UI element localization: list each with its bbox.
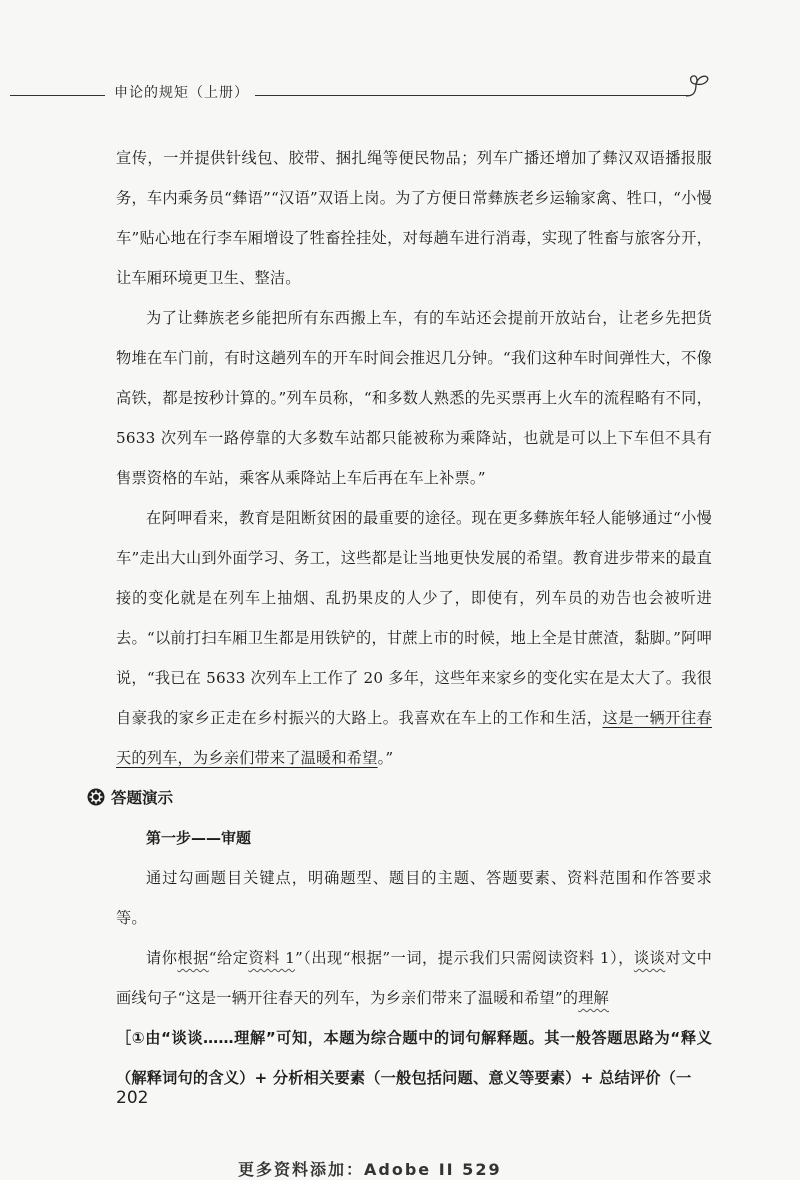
keyword-lijie: 理解 xyxy=(578,989,609,1007)
paragraph-3-text: 在阿呷看来，教育是阻断贫困的最重要的途径。现在更多彝族年轻人能够通过“小慢车”走出大山到外面学习、务工，这些都是让当地更快发展的希望。教育进步带来的最直接的变化就是在列车上抽烟、乱扔果皮的人少了，即使有，列车员的劝告也会被听进去。“以前打扫车厢卫生都是用铁铲的，甘蔗上市的时候，地上全是甘蔗渣，黏脚。”阿呷说，“我已在 5633 次列车上工作了 20 多年，这些年来家乡的变化实在是太大了。我很自豪我的家乡正走在乡村振兴的大路上。我喜欢在车上的工作和生活， xyxy=(116,509,712,727)
keyword-genju: 根据 xyxy=(177,949,209,967)
watermark-text: 更多资料添加：Adobe II 529 xyxy=(238,1160,502,1179)
page-number: 202 xyxy=(116,1088,149,1108)
gear-icon xyxy=(87,788,105,806)
q-text-d: 对文中画线句子“这是一辆开往春天的列车，为乡亲们带来了温暖和希望”的 xyxy=(116,949,713,1007)
question-paragraph xyxy=(116,938,712,1018)
paragraph-1: 宣传，一并提供针线包、胶带、捆扎绳等便民物品；列车广播还增加了彝汉双语播报服务，车内乘务员“彝语”“汉语”双语上岗。为了方便日常彝族老乡运输家禽、牲口，“小慢车”贴心地在行李车厢增设了牲畜拴挂处，对每趟车进行消毒，实现了牲畜与旅客分开，让车厢环境更卫生、整洁。 xyxy=(116,149,712,287)
header-rule-left xyxy=(10,95,105,96)
paragraph-2: 为了让彝族老乡能把所有东西搬上车，有的车站还会提前开放站台，让老乡先把货物堆在车门前，有时这趟列车的开车时间会推迟几分钟。“我们这种车时间弹性大，不像高铁，都是按秒计算的。”列车员称，“和多数人熟悉的先买票再上火车的流程略有不同，5633 次列车一路停靠的大多数车站都只能被称为乘降站，也就是可以上下车但不具有售票资格的车站，乘客从乘降站上车后再在车上补票。” xyxy=(116,309,712,487)
paragraph-3 xyxy=(116,498,712,778)
q-text-c: ”（出现“根据”一词，提示我们只需阅读资料 1）， xyxy=(295,949,634,967)
keyword-ziliao: 资料 1 xyxy=(248,949,296,967)
underlined-sentence: 这是一辆开往春天的列车，为乡亲们带来了温暖和希望 xyxy=(116,709,712,767)
keyword-tantan: 谈谈 xyxy=(633,949,666,967)
header-rule-right xyxy=(255,95,690,96)
analysis-text: ［①由“谈谈……理解”可知，本题为综合题中的词句解释题。其一般答题思路为“释义（解释词句的含义）+ 分析相关要素（一般包括问题、意义等要素）+ 总结评价（一 xyxy=(116,1029,712,1087)
q-text-b: “给定 xyxy=(208,949,249,967)
section-heading xyxy=(87,778,712,818)
book-title: 申论的规矩（上册） xyxy=(114,85,249,101)
sprout-icon xyxy=(684,72,712,102)
footer-watermark xyxy=(238,1150,502,1179)
step-intro: 通过勾画题目关键点，明确题型、题目的主题、答题要素、资料范围和作答要求等。 xyxy=(116,869,712,927)
body-text xyxy=(111,138,713,1098)
section-title: 答题演示 xyxy=(111,789,174,807)
q-text-a: 请你 xyxy=(146,949,178,967)
paragraph-3-end: 。” xyxy=(377,749,394,767)
step-heading: 第一步——审题 xyxy=(146,829,252,847)
running-header xyxy=(0,72,800,108)
